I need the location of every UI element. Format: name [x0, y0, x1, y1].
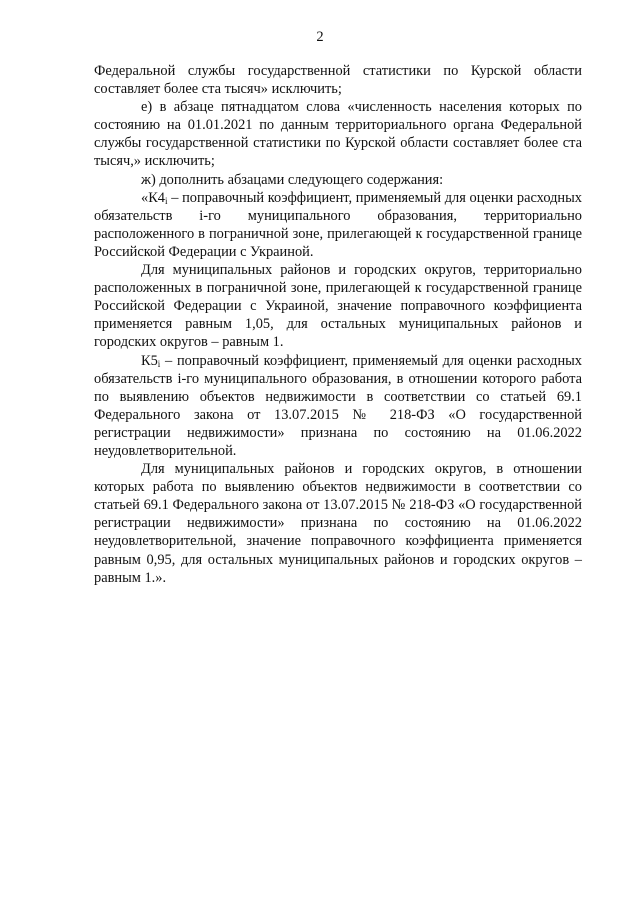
paragraph-continuation: Федеральной службы государственной статистики по Курской области составляет более ста тысяч» исключить;: [94, 63, 582, 98]
page-number: 2: [316, 29, 324, 45]
k5-dash: –: [160, 352, 177, 369]
k5-symbol: К5: [141, 352, 158, 369]
paragraph-k4-values: Для муниципальных районов и городских округов, территориально расположенных в пограничной зоне, прилегающей к государственной границе Российской Федерации с Украиной, значение поправочного коэффициента применяется равным 1,05, для остальных муниципальных районов и городских округов – равным 1.: [94, 262, 582, 351]
paragraph-k5-values: Для муниципальных районов и городских округов, в отношении которых работа по выявлению объектов недвижимости в соответствии со статьей 69.1 Федерального закона от 13.07.2015 № 218-ФЗ «О государственной регистрации недвижимости» признана по состоянию на 01.06.2022 неудовлетворительной, значение поправочного коэффициента применяется равным 0,95, для остальных муниципальных районов и городских округов – равным 1.».: [94, 461, 582, 586]
k5-definition-text: поправочный коэффициент, применяемый для оценки расходных обязательств i-го муниципального образования, в отношении которого работа по выявлению объектов недвижимости в соответствии со статьей 69.1 Федерального закона от 13.07.2015 № 218-ФЗ «О государственной регистрации недвижимости» признана по состоянию на 01.06.2022 неудовлетворительной.: [94, 352, 583, 459]
document-body: [94, 62, 582, 587]
paragraph-k5-definition: [94, 352, 582, 461]
k5-subscript: i: [157, 358, 161, 369]
k4-definition-text: поправочный коэффициент, применяемый для оценки расходных обязательств i-го муниципального образования, территориально расположенного в пограничной зоне, прилегающей к государственной границе Российской Федерации с Украиной.: [94, 189, 583, 260]
k4-symbol: «К4: [141, 189, 165, 206]
paragraph-item-e: е) в абзаце пятнадцатом слова «численность населения которых по состоянию на 01.01.2021 по данным территориального органа Федеральной службы государственной статистики по Курской области составляет более ста тысяч,» исключить;: [94, 99, 582, 170]
k4-subscript: i: [165, 195, 168, 206]
k4-dash: –: [167, 189, 183, 206]
paragraph-k4-definition: [94, 189, 582, 261]
paragraph-item-zh: ж) дополнить абзацами следующего содержания:: [141, 171, 444, 188]
